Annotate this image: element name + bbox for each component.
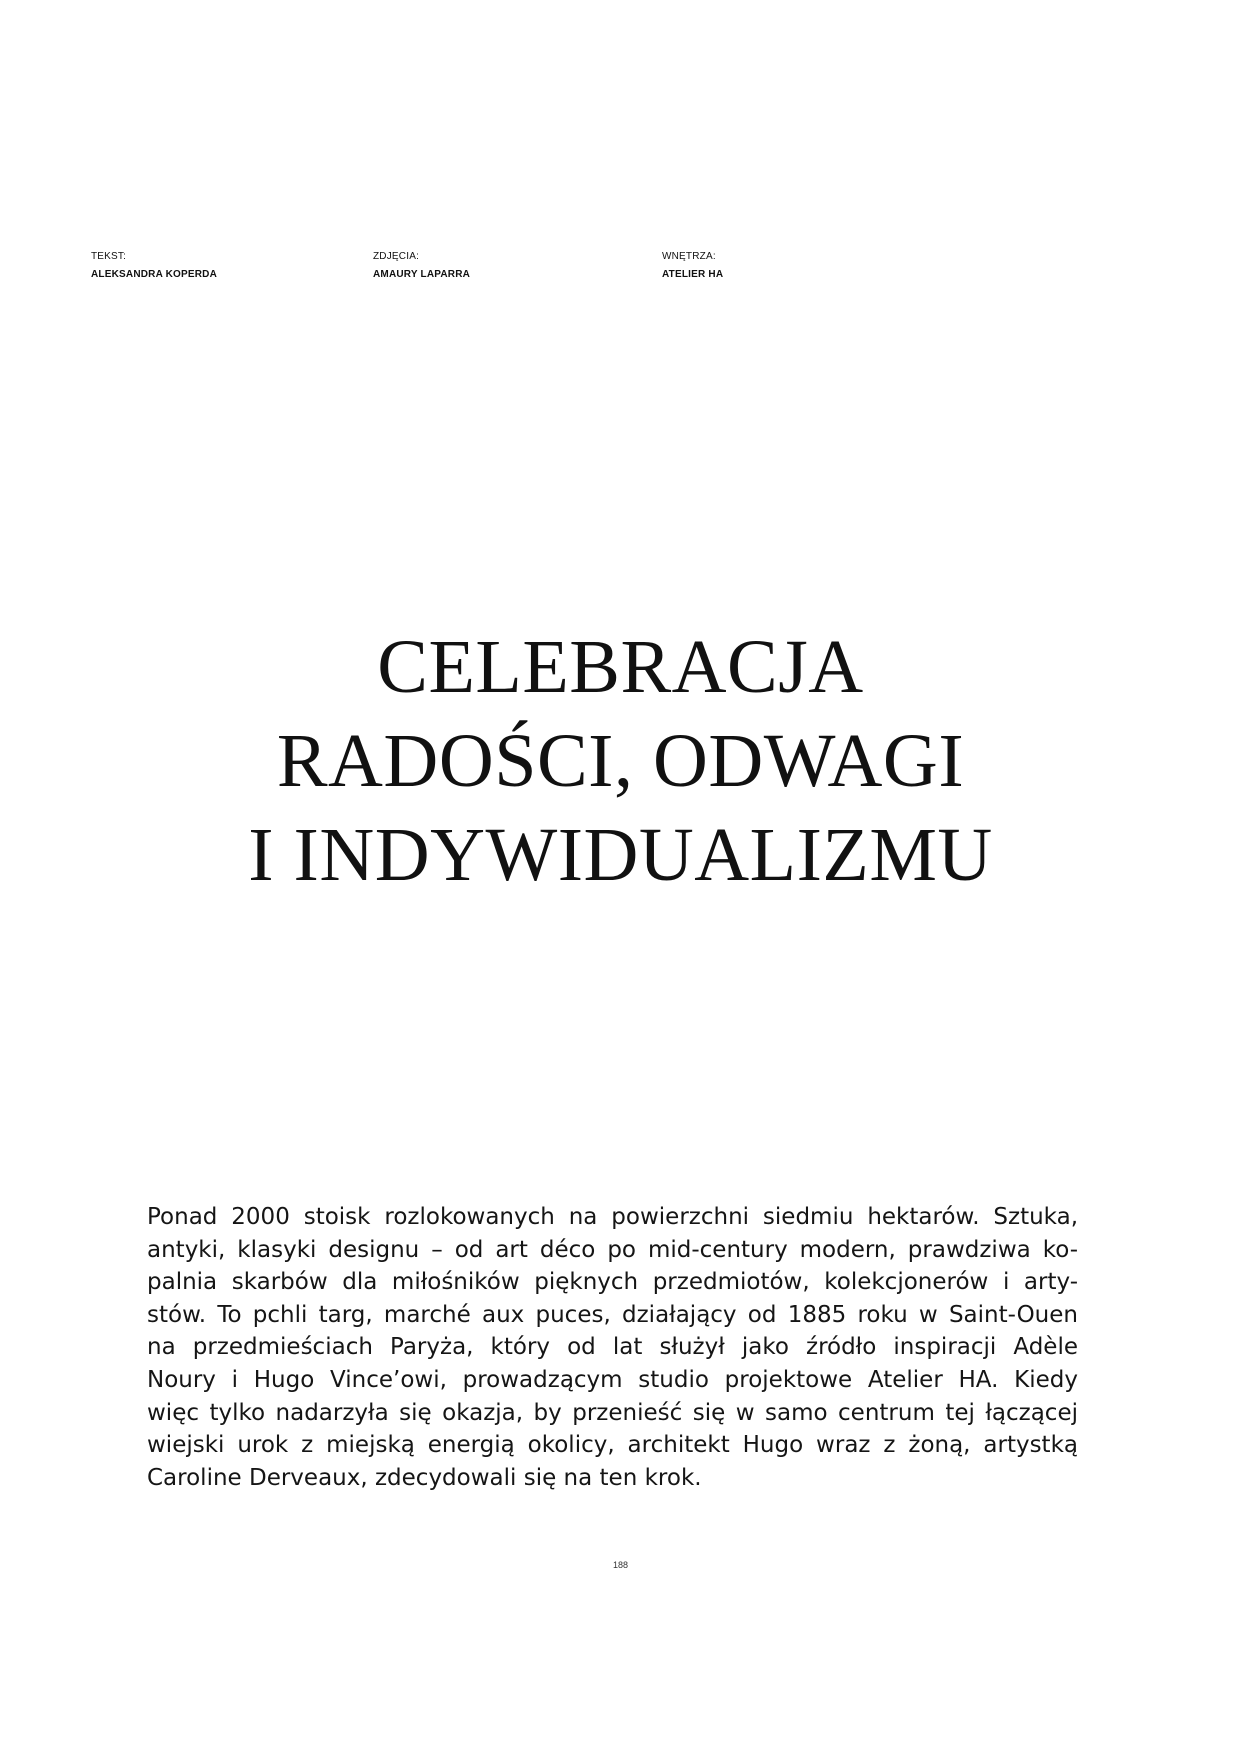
credit-text — [91, 248, 217, 284]
credit-interiors-label: WNĘTRZA: — [662, 251, 716, 262]
headline-line-3: I INDYWIDUALIZMU — [248, 813, 993, 897]
intro-line: na przedmieściach Paryża, który od lat służył jako źródło inspiracji Adèle — [147, 1334, 1078, 1361]
intro-line: antyki, klasyki designu – od art déco po mid-century modern, prawdziwa ko- — [147, 1236, 1078, 1263]
credit-interiors — [662, 248, 723, 284]
intro-line: stów. To pchli targ, marché aux puces, działający od 1885 roku w Saint-Ouen — [147, 1301, 1078, 1328]
credit-photos-label: ZDJĘCIA: — [373, 251, 420, 262]
page-number: 188 — [612, 1560, 629, 1570]
intro-line: Noury i Hugo Vince’owi, prowadzącym studio projektowe Atelier HA. Kiedy — [147, 1366, 1078, 1393]
credit-photos-value: AMAURY LAPARRA — [373, 269, 471, 280]
intro-line: wiejski urok z miejską energią okolicy, architekt Hugo wraz z żoną, artystką — [147, 1432, 1078, 1459]
article-intro — [147, 1201, 1078, 1494]
credits-block — [91, 248, 791, 288]
intro-line: Caroline Derveaux, zdecydowali się na ten krok. — [147, 1464, 702, 1491]
article-headline — [0, 620, 1241, 902]
credit-interiors-value: ATELIER HA — [662, 269, 724, 280]
headline-line-2: RADOŚCI, ODWAGI — [276, 719, 965, 803]
credit-photos — [373, 248, 470, 284]
credit-text-value: ALEKSANDRA KOPERDA — [91, 269, 218, 280]
intro-line: palnia skarbów dla miłośników pięknych przedmiotów, kolekcjonerów i arty- — [147, 1269, 1078, 1296]
intro-line: Ponad 2000 stoisk rozlokowanych na powierzchni siedmiu hektarów. Sztuka, — [147, 1204, 1078, 1230]
intro-line: więc tylko nadarzyła się okazja, by przenieść się w samo centrum tej łączącej — [147, 1399, 1078, 1426]
credit-text-label: TEKST: — [91, 251, 127, 262]
headline-line-1: CELEBRACJA — [377, 625, 864, 709]
